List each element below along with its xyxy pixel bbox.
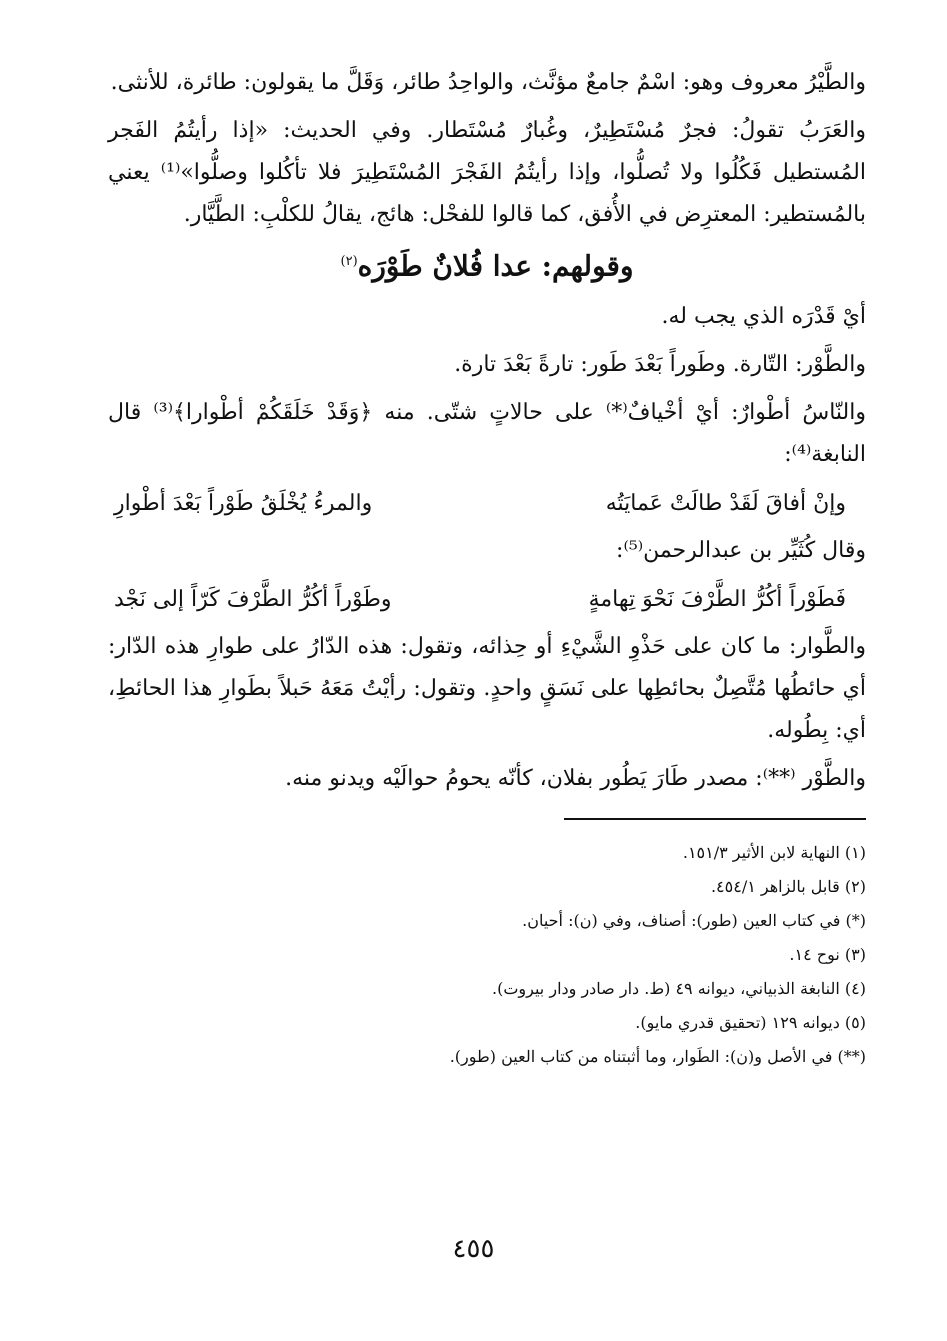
paragraph-tayr: والطَّيْرُ معروف وهو: اسْمٌ جامعٌ مؤنَّث، والواحِدُ طائر، وَقَلَّ ما يقولون: طائرة، للأنثى. [110, 70, 866, 95]
paragraph-tara: والطَّوْر: التّارة. وطَوراً بَعْدَ طَور: تارةً بَعْدَ تارة. [454, 352, 866, 378]
footnote-2: (٢) قابل بالزاهر ٤٥٤/١. [710, 877, 866, 897]
footnote-divider [564, 818, 866, 820]
verse-hemistich-right: وإنْ أفاقَ لَقَدْ طالَتْ عَمايَتُه [605, 491, 846, 517]
paragraph-atwar: والنّاسُ أطْوارٌ: أيْ أخْيافٌ⁽*⁾ على حالاتٍ شتّى. منه ﴿وَقَدْ خَلَقَكُمْ أطْوارا﴾⁽³⁾ قال النابغة⁽⁴⁾: [108, 400, 866, 468]
footnote-1: (١) النهاية لابن الأثير ١٥١/٣. [682, 843, 866, 863]
paragraph-arab: والعَرَبُ تقولُ: فجرٌ مُسْتَطِيرٌ، وغُبارٌ مُسْتَطار. وفي الحديث: «إذا رأيتُمُ الفَجر المُستطيل فَكُلُوا ولا تُصلُّوا، وإذا رأيتُمُ الفَجْرَ المُسْتَطِيرَ فلا تأكُلوا وصلُّوا»⁽¹⁾ يعني بالمُستطير: المعترِض في الأُفق، كما قالوا للفحْل: هائج، يقالُ للكلْبِ: الطَّيَّار. [108, 118, 866, 227]
heading-text: وقولهم: عدا فُلانٌ طَوْرَه [357, 249, 634, 283]
footnote-3: (٣) نوح ١٤. [789, 945, 866, 965]
verse-intro-kuthayyir: وقال كُثَيِّر بن عبدالرحمن⁽⁵⁾: [616, 538, 866, 564]
footnote-double-star: (**) في الأصل و(ن): الطَوار، وما أثبتناه من كتاب العين (طور). [449, 1047, 866, 1067]
verse-hemistich-left: وطَوْراً أكُرُّ الطَّرْفَ كَرّاً إلى نَجْد [114, 587, 392, 613]
verse-hemistich-left: والمرءُ يُخْلَقُ طَوْراً بَعْدَ أطْوارِ [114, 491, 373, 517]
paragraph-tawar: والطَّوار: ما كان على حَذْوِ الشَّيْءِ أو حِذائه، وتقول: هذه الدّارُ على طوارِ هذه الدّار: أي حائطُها مُتَّصِلٌ بحائطِها على نَسَقٍ واحدٍ. وتقول: رأيْتُ مَعَهُ حَبلاً بطَوارِ هذا الحائطِ، أي: بِطُوله. [108, 634, 866, 744]
verse-hemistich-right: فَطَوْراً أكُرُّ الطَّرْفَ نَحْوَ تِهامةٍ [588, 587, 846, 613]
verse-nabigha [114, 482, 846, 526]
footnotes [108, 836, 866, 1074]
footnote-5: (٥) ديوانه ١٢٩ (تحقيق قدري مايو). [635, 1013, 866, 1033]
heading-note: (٢) [340, 254, 358, 269]
footnote-4: (٤) النابغة الذبياني، ديوانه ٤٩ (ط. دار صادر ودار بيروت). [492, 979, 866, 999]
page-body [108, 62, 866, 1074]
verse-kuthayyir [114, 578, 846, 622]
footnote-star: (*) في كتاب العين (طور): أصناف، وفي (ن): أحيان. [522, 911, 866, 931]
section-heading [108, 242, 866, 286]
paragraph-tawr-masdar: والطَّوْر ⁽**⁾: مصدر طَارَ يَطُور بفلان، كأنّه يحومُ حوالَيْه ويدنو منه. [285, 766, 866, 792]
page-number: ٤٥٥ [452, 1234, 495, 1264]
paragraph-qadr: أيْ قَدْرَه الذي يجب له. [661, 304, 866, 330]
